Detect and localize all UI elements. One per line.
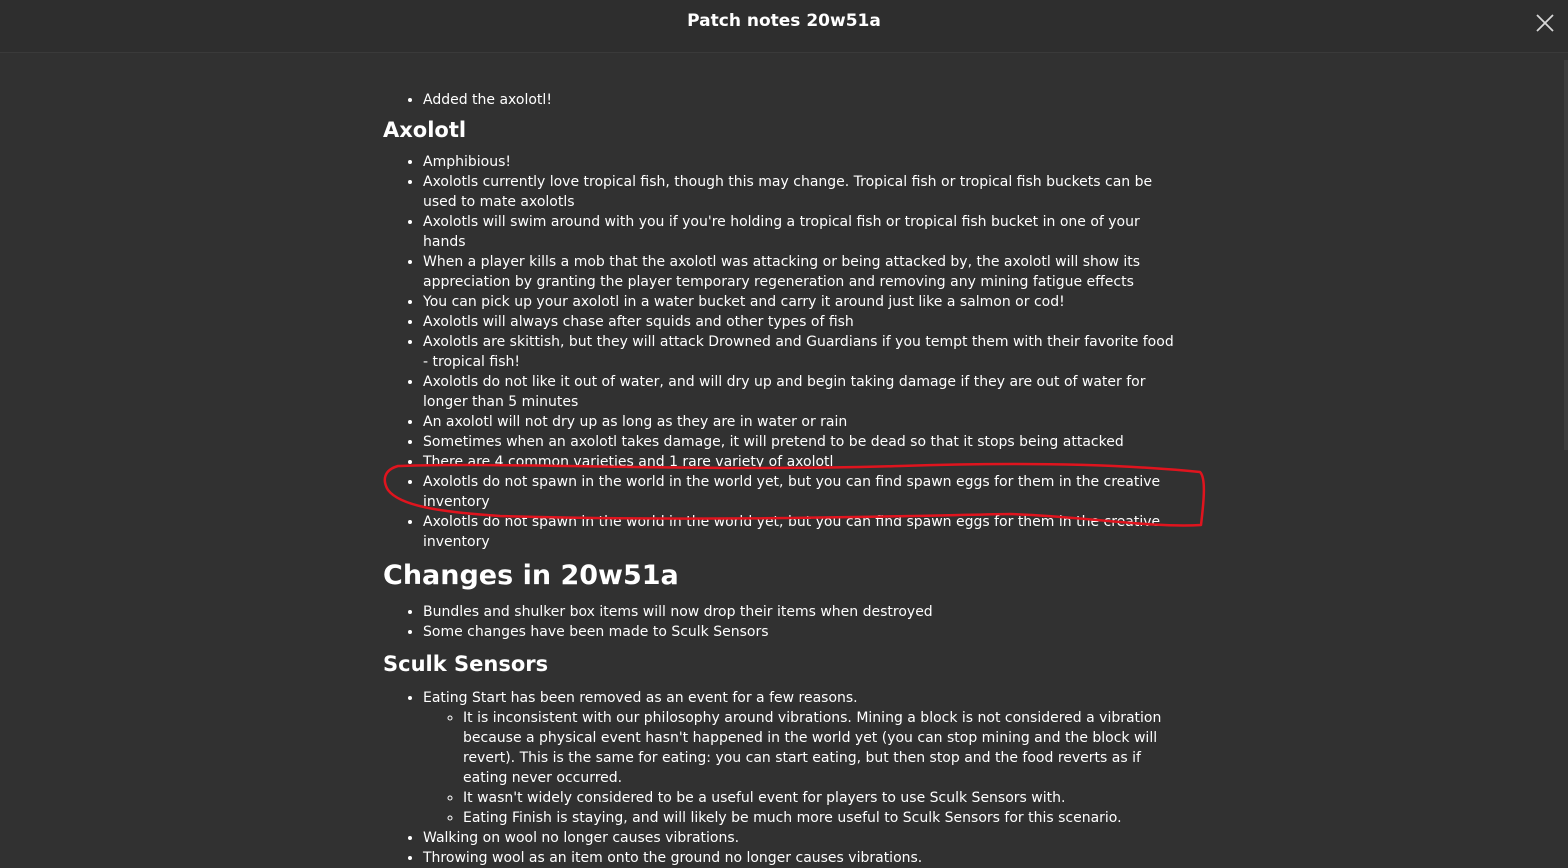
list-item: • Walking on wool no longer causes vibrations. (423, 828, 1183, 848)
axolotl-list (383, 152, 1183, 552)
list-item-text: Eating Start has been removed as an event for a few reasons. (423, 690, 858, 706)
sub-list-item: ◦ Eating Finish is staying, and will likely be much more useful to Sculk Sensors for this scenario. (463, 808, 1183, 828)
section-heading-changes: Changes in 20w51a (383, 560, 679, 591)
list-item: • Axolotls do not spawn in the world in the world yet, but you can find spawn eggs for them in the creative inventory (423, 512, 1183, 552)
list-item: • Axolotls do not like it out of water, and will dry up and begin taking damage if they are out of water for longer than 5 minutes (423, 372, 1183, 412)
sculk-sub-list (423, 708, 1183, 828)
list-item: • When a player kills a mob that the axolotl was attacking or being attacked by, the axolotl will show its appreciation by granting the player temporary regeneration and removing any mining fatigue effects (423, 252, 1183, 292)
scrollbar-thumb[interactable] (1564, 60, 1568, 450)
intro-list (383, 90, 1183, 110)
list-item: • Throwing wool as an item onto the ground no longer causes vibrations. (423, 848, 1183, 868)
list-item: • Axolotls will always chase after squids and other types of fish (423, 312, 1183, 332)
section-heading-axolotl: Axolotl (383, 118, 467, 142)
list-item: • Sometimes when an axolotl takes damage, it will pretend to be dead so that it stops being attacked (423, 432, 1183, 452)
sub-list-item: ◦ It wasn't widely considered to be a useful event for players to use Sculk Sensors with. (463, 788, 1183, 808)
list-item: • Axolotls will swim around with you if you're holding a tropical fish or tropical fish bucket in one of your hands (423, 212, 1183, 252)
window-title: Patch notes 20w51a (687, 11, 881, 31)
list-item: • Bundles and shulker box items will now drop their items when destroyed (423, 602, 1183, 622)
list-item: • Added the axolotl! (423, 90, 1183, 110)
list-item: • Axolotls currently love tropical fish, though this may change. Tropical fish or tropical fish buckets can be used to mate axolotls (423, 172, 1183, 212)
list-item: • Amphibious! (423, 152, 1183, 172)
list-item (423, 688, 1183, 828)
changes-list (383, 602, 1183, 642)
list-item: • You can pick up your axolotl in a water bucket and carry it around just like a salmon or cod! (423, 292, 1183, 312)
patch-notes-content[interactable] (383, 90, 1183, 868)
list-item: • Axolotls do not spawn in the world in the world yet, but you can find spawn eggs for them in the creative inventory (423, 472, 1183, 512)
list-item: • Axolotls are skittish, but they will attack Drowned and Guardians if you tempt them with their favorite food - tropical fish! (423, 332, 1183, 372)
list-item: • Some changes have been made to Sculk Sensors (423, 622, 1183, 642)
sub-list-item: ◦ It is inconsistent with our philosophy around vibrations. Mining a block is not considered a vibration because a physical event hasn't happened in the world yet (you can stop mining and the block will revert). This is the same for eating: you can start eating, but then stop and the food reverts as if eating never occurred. (463, 708, 1183, 788)
title-bar (0, 0, 1568, 53)
close-button[interactable] (1534, 12, 1556, 34)
list-item: • There are 4 common varieties and 1 rare variety of axolotl (423, 452, 1183, 472)
close-icon (1534, 12, 1556, 34)
section-heading-sculk-sensors: Sculk Sensors (383, 652, 549, 676)
list-item: • An axolotl will not dry up as long as they are in water or rain (423, 412, 1183, 432)
sculk-list (383, 688, 1183, 868)
